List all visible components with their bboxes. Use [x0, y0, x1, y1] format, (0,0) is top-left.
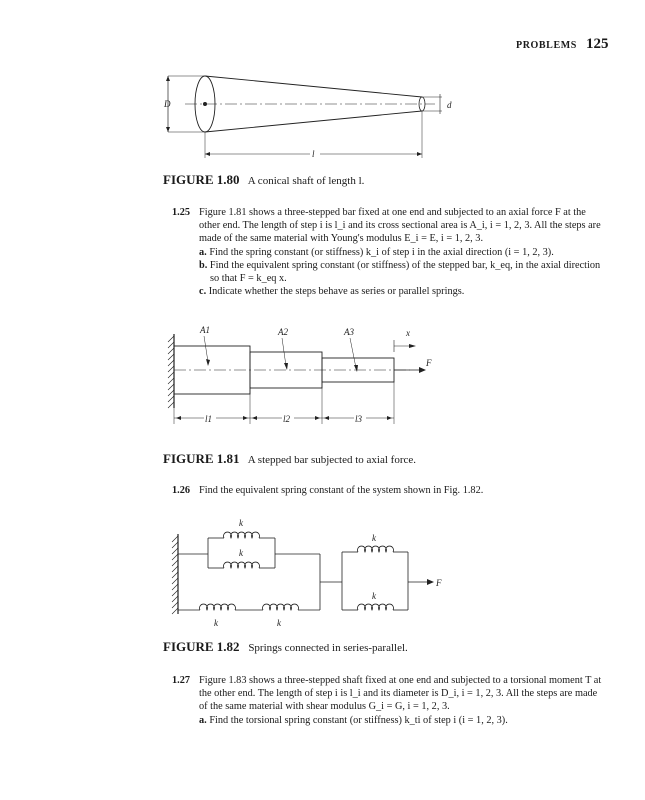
label-k-right-upper: k: [372, 533, 376, 543]
label-k-upper: k: [239, 518, 243, 528]
figure-1-81-caption-text: A stepped bar subjected to axial force.: [247, 454, 417, 466]
label-A2: A2: [278, 327, 288, 337]
problem-1-27: [172, 674, 602, 727]
problem-text: Figure 1.81 shows a three-stepped bar fixed at one end and subjected to an axial force F at the other end. The length of step i is l_i and its cross sectional area is A_i, i = 1, 2, 3. All the steps are made of the same material with Young's modulus E_i = E, i = 1, 2, 3.: [199, 207, 601, 245]
cone-bottom-edge: [205, 111, 422, 132]
problem-item-b: b. Find the equivalent spring constant (or stiffness) of the stepped bar, k_eq, in the axial direction so that F = k_eq x.: [199, 259, 601, 285]
label-l1: l1: [205, 414, 213, 424]
problem-1-26: [172, 484, 602, 497]
problem-number: 1.27: [172, 675, 191, 686]
label-l: l: [312, 149, 315, 159]
problem-number: 1.25: [172, 207, 191, 218]
running-head: PROBLEMS: [516, 40, 577, 51]
label-A1: A1: [200, 325, 210, 335]
label-F: F: [426, 358, 432, 368]
label-x: x: [406, 328, 410, 338]
figure-1-80-caption-text: A conical shaft of length l.: [247, 175, 365, 187]
label-D: D: [164, 99, 171, 109]
problem-text: Figure 1.83 shows a three-stepped shaft fixed at one end and subjected to a torsional moment T at the other end. The length of step i is l_i and its diameter is D_i, i = 1, 2, 3. All the steps are made of the same material with shear modulus G_i = G, i = 1, 2, 3.: [199, 675, 602, 713]
cone-top-edge: [205, 76, 422, 97]
page-number: 125: [586, 36, 609, 52]
figure-1-81-number: FIGURE 1.81: [163, 451, 240, 466]
figure-1-82-caption: [163, 639, 408, 655]
spring-right-upper: [358, 546, 394, 552]
figure-1-80-caption: [163, 172, 364, 188]
figure-1-80-conical-shaft: [160, 72, 470, 172]
label-k-lower: k: [239, 548, 243, 558]
spring-bottom-right: [263, 604, 299, 610]
label-k-bottom-left: k: [214, 618, 218, 628]
problem-text: Find the equivalent spring constant of the system shown in Fig. 1.82.: [199, 485, 484, 496]
problem-item-a: a. Find the spring constant (or stiffness) k_i of step i in the axial direction (i = 1, 2, 3).: [199, 246, 554, 258]
label-A3: A3: [344, 327, 354, 337]
spring-lower-parallel: [224, 562, 260, 568]
spring-right-lower: [358, 604, 394, 610]
figure-1-81-caption: [163, 451, 416, 467]
label-k-right-lower: k: [372, 591, 376, 601]
label-l2: l2: [283, 414, 291, 424]
figure-1-81-stepped-bar: [160, 322, 450, 432]
label-k-bottom-right: k: [277, 618, 281, 628]
figure-1-80-number: FIGURE 1.80: [163, 172, 240, 187]
wall-hatching: [168, 336, 174, 408]
label-l3: l3: [355, 414, 363, 424]
spring-bottom-left: [200, 604, 236, 610]
wall-hatching: [172, 536, 178, 614]
label-F: F: [436, 578, 442, 588]
figure-1-82-caption-text: Springs connected in series-parallel.: [248, 642, 408, 654]
problem-item-c: c. Indicate whether the steps behave as series or parallel springs.: [199, 286, 465, 298]
problem-1-25: [172, 206, 602, 298]
label-d: d: [447, 100, 452, 110]
figure-1-82-number: FIGURE 1.82: [163, 639, 240, 654]
problem-number: 1.26: [172, 485, 191, 496]
spring-upper-parallel: [224, 532, 260, 538]
figure-1-82-spring-network: [160, 514, 460, 638]
problem-item-a: a. Find the torsional spring constant (or stiffness) k_ti of step i (i = 1, 2, 3).: [199, 714, 508, 726]
